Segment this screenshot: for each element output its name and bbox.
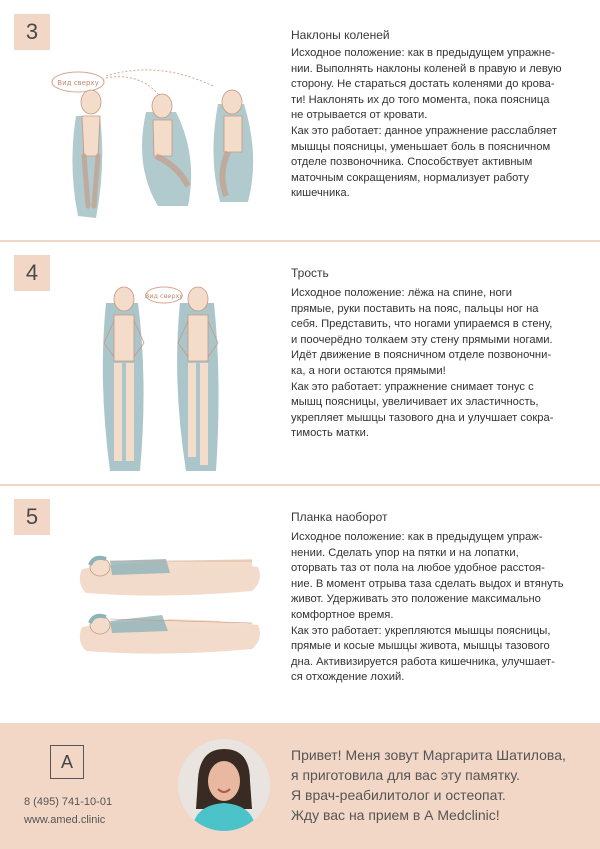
cane-exercise-illustration (96, 281, 246, 476)
exercise-title: Наклоны коленей (291, 28, 390, 42)
exercise-number: 5 (14, 499, 50, 535)
view-from-above-callout (145, 287, 184, 303)
doctor-greeting: Привет! Меня зовут Маргарита Шатилова, я приготовила для вас эту памятку. Я врач-реабилитолог и остеопат. Жду вас на прием в А Medclinic! (291, 747, 566, 823)
exercise-number: 4 (14, 255, 50, 291)
exercise-title: Трость (291, 266, 329, 280)
phone-number[interactable]: 8 (495) 741-10-01 (24, 796, 113, 808)
exercise-section-5 (0, 485, 600, 723)
exercise-title: Планка наоборот (291, 510, 388, 524)
exercise-section-3 (0, 0, 600, 240)
reverse-plank-illustration (76, 547, 266, 657)
exercise-description: Исходное положение: как в предыдущем упражне- нии. Выполнять наклоны коленей в правую и левую сторону. Не стараться достать коленями до крова- ти! Наклонять их до того момента, пока поясница не отрывается от кровати. Как это работает: данное упражнение расслабляет мышцы поясницы, уменьшает боль в поясничном отделе позвоночника. Способствует активным маточным сокращениям, нормализует работу кишечника. (291, 47, 562, 200)
exercise-description: Исходное положение: как в предыдущем упраж- нении. Сделать упор на пятки и на лопатки, оторвать таз от пола на любое удобное расстоя- ние. В момент отрыва таза сделать выдох и втянуть живот. Удерживать это положение максимально комфортное время. Как это работает: укрепляются мышцы поясницы, прямые и косые мышцы живота, мышцы тазового дна. Активизируется работа кишечника, улучшает- ся отхождение лохий. (291, 531, 564, 684)
doctor-avatar (178, 739, 270, 831)
view-from-above-callout (52, 70, 213, 94)
exercise-number: 3 (14, 14, 50, 50)
footer (0, 723, 600, 849)
exercise-section-4 (0, 241, 600, 484)
exercise-description: Исходное положение: лёжа на спине, ноги прямые, руки поставить на пояс, пальцы ног на себя. Представить, что ногами упираемся в стену, и поочерёдно толкаем эту стену прямыми ногами. Идёт движение в поясничном отделе позвоночни- ка, а ноги остаются прямыми! Как это работает: упражнение снимает тонус с мышц поясницы, увеличивает их эластичность, укрепляет мышцы тазового дна и улучшает сокра- тимость матки. (291, 287, 554, 440)
website-link[interactable]: www.amed.clinic (24, 814, 106, 826)
svg-text:Вид сверху: Вид сверху (57, 79, 99, 87)
clinic-logo: А (50, 745, 84, 779)
knee-tilt-illustration (48, 56, 268, 226)
svg-text:Вид сверху: Вид сверху (144, 292, 184, 300)
